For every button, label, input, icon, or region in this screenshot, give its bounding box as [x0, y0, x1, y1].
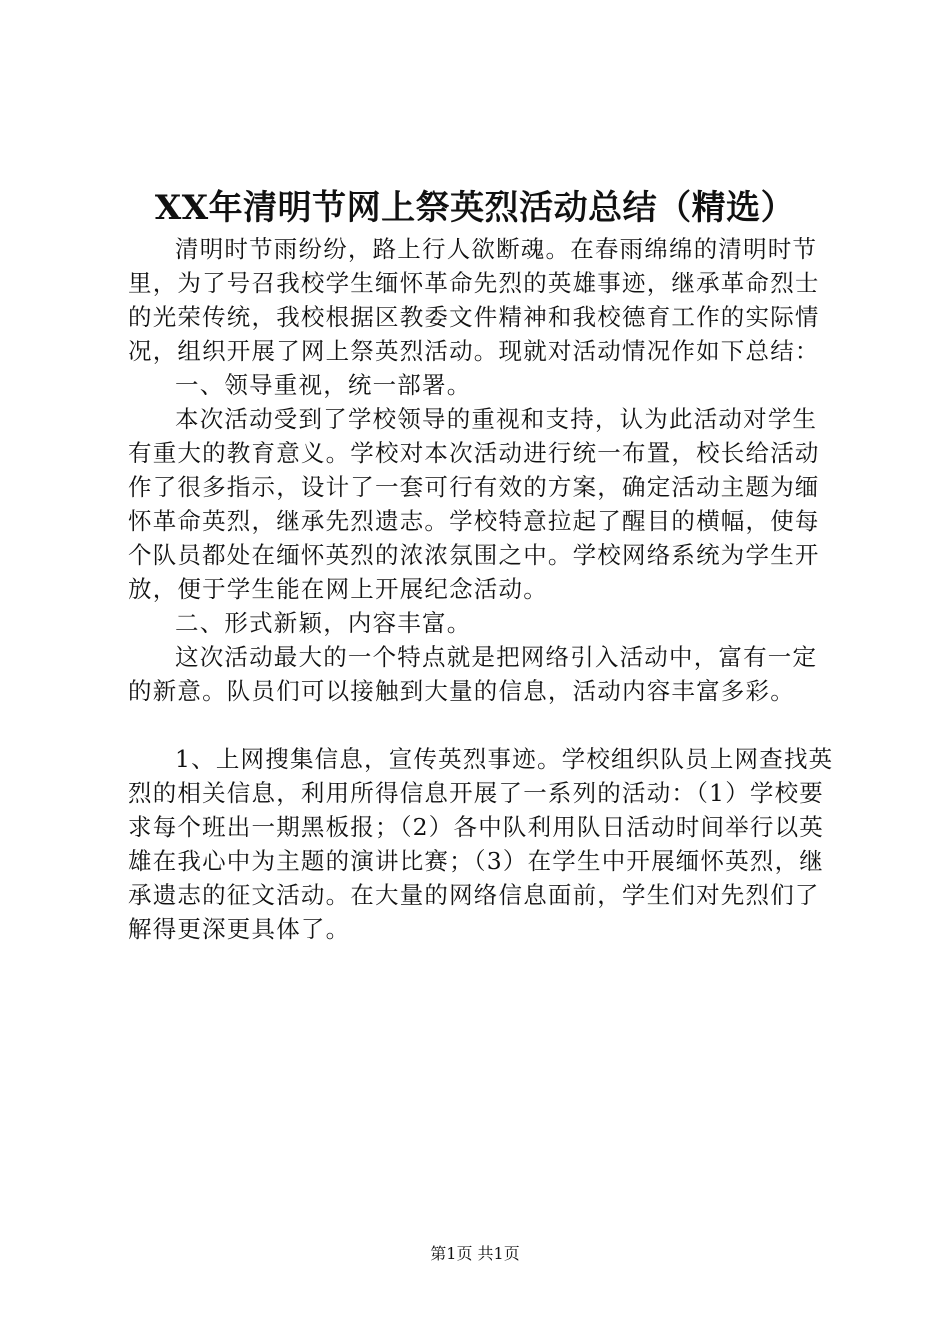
paragraph-section-2: 这次活动最大的一个特点就是把网络引入活动中，富有一定的新意。队员们可以接触到大量的信息，活动内容丰富多彩。: [128, 643, 818, 705]
document-body: [128, 232, 834, 946]
paragraph-item-1: 1、上网搜集信息，宣传英烈事迹。学校组织队员上网查找英烈的相关信息，利用所得信息开展了一系列的活动：（1）学校要求每个班出一期黑板报；（2）各中队利用队日活动时间举行以英雄在我心中为主题的演讲比赛；（3）在学生中开展缅怀英烈，继承遗志的征文活动。在大量的网络信息面前，学生们对先烈们了解得更深更具体了。: [128, 745, 834, 943]
paragraph-section-1: 本次活动受到了学校领导的重视和支持，认为此活动对学生有重大的教育意义。学校对本次活动进行统一布置，校长给活动作了很多指示，设计了一套可行有效的方案，确定活动主题为缅怀革命英烈，继承先烈遗志。学校特意拉起了醒目的横幅，使每个队员都处在缅怀英烈的浓浓氛围之中。学校网络系统为学生开放，便于学生能在网上开展纪念活动。: [128, 405, 820, 603]
page-footer: 第1页 共1页: [430, 1244, 520, 1263]
section-heading-2: 二、形式新颖，内容丰富。: [175, 609, 472, 637]
paragraph-intro: 清明时节雨纷纷，路上行人欲断魂。在春雨绵绵的清明时节里，为了号召我校学生缅怀革命先烈的英雄事迹，继承革命烈士的光荣传统，我校根据区教委文件精神和我校德育工作的实际情况，组织开展了网上祭英烈活动。现就对活动情况作如下总结：: [128, 235, 820, 365]
section-heading-1: 一、领导重视，统一部署。: [175, 371, 472, 399]
document-title: XX年清明节网上祭英烈活动总结（精选）: [154, 188, 796, 228]
